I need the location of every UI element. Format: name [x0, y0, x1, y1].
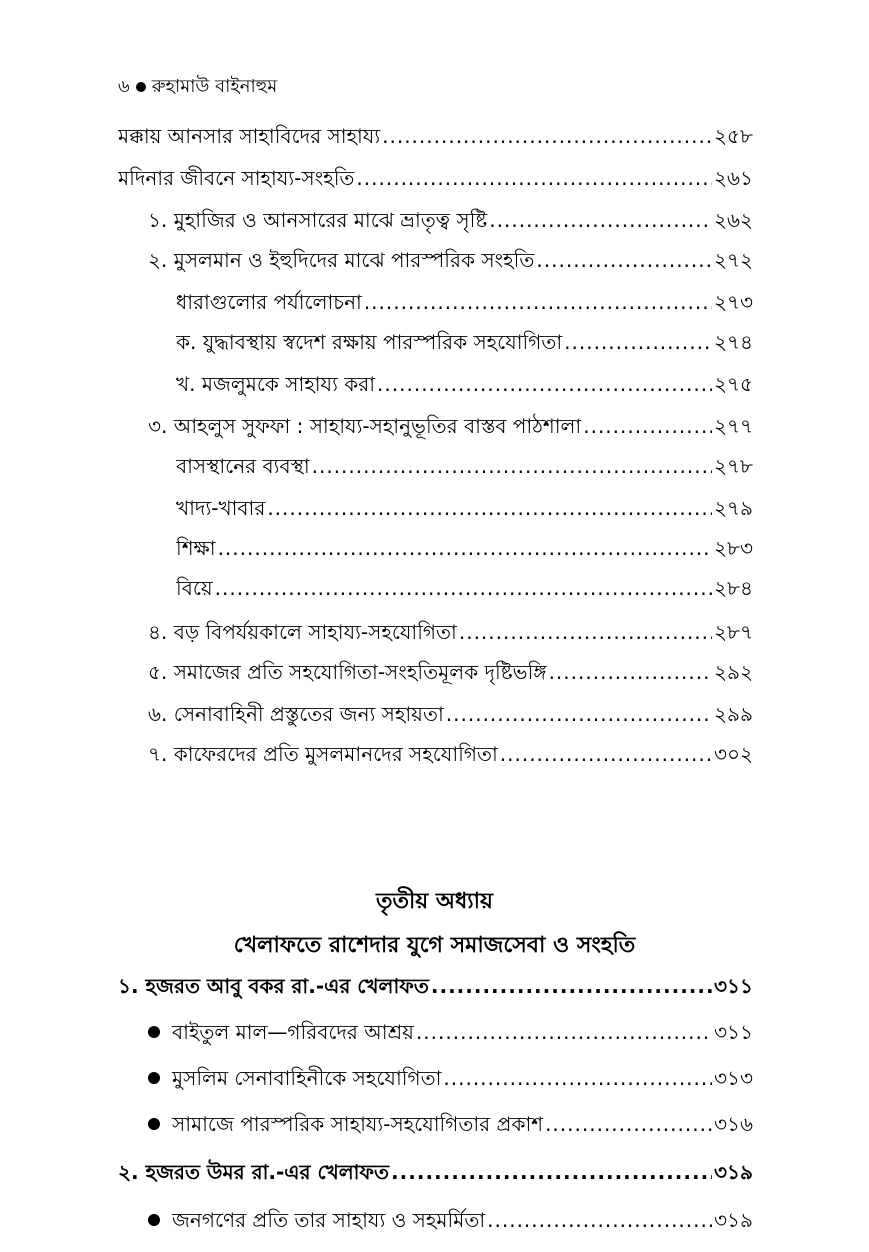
toc-entry-label: খ. মজলুমকে সাহায্য করা — [176, 372, 376, 396]
toc-entry-label: ধারাগুলোর পর্যালোচনা — [176, 290, 362, 314]
dot-leader — [459, 618, 712, 646]
toc-entry-label: ১. মুহাজির ও আনসারের মাঝে ভ্রাতৃত্ব সৃষ্টি — [148, 208, 488, 232]
toc-entry-page: ২৯২ — [714, 660, 753, 684]
toc-entry-label: ৭. কাফেরদের প্রতি মুসলমানদের সহযোগিতা — [148, 742, 498, 766]
dot-leader — [377, 370, 712, 398]
toc-entry-label: ৪. বড় বিপর্যয়কালে সাহায্য-সহযোগিতা — [148, 620, 457, 644]
toc-entry-label: ৩. আহলুস সুফফা : সাহায্য-সহানুভূতির বাস্তব পাঠশালা — [148, 414, 582, 438]
dot-leader — [500, 740, 712, 768]
dot-leader — [416, 1018, 712, 1046]
chapter-number-title: তৃতীয় অধ্যায় — [375, 889, 494, 914]
toc-entry-page: ৩১১ — [714, 1020, 753, 1044]
dot-leader — [364, 288, 712, 316]
toc-entry-label: ১. হজরত আবু বকর রা.-এর খেলাফত — [118, 974, 429, 998]
dot-leader — [218, 534, 712, 562]
dot-leader — [356, 164, 712, 192]
toc-entry-label: ৫. সমাজের প্রতি সহযোগিতা-সংহতিমূলক দৃষ্টিভঙ্গি — [148, 660, 547, 684]
toc-entry-page: ২৭৭ — [713, 414, 753, 438]
toc-entry[interactable] — [148, 206, 753, 234]
chapter-subtitle: খেলাফতে রাশেদার যুগে সমাজসেবা ও সংহতি — [233, 933, 636, 958]
bullet-icon — [148, 1118, 160, 1130]
dot-leader — [536, 246, 712, 274]
toc-entry-label: ২. হজরত উমর রা.-এর খেলাফত — [118, 1160, 390, 1184]
toc-entry-page: ২৯৯ — [714, 702, 753, 726]
toc-entry[interactable] — [148, 1206, 753, 1234]
toc-entry[interactable] — [118, 972, 753, 1000]
toc-entry-page: ২৭৮ — [714, 454, 753, 478]
bullet-icon — [148, 1026, 160, 1038]
toc-entry[interactable] — [148, 618, 753, 646]
toc-entry[interactable] — [118, 1158, 753, 1186]
dot-leader — [564, 328, 712, 356]
toc-entry-label: জনগণের প্রতি তার সাহায্য ও সহমর্মিতা — [172, 1208, 486, 1232]
toc-entry[interactable] — [148, 246, 753, 274]
dot-leader — [431, 972, 712, 1000]
dot-leader — [446, 700, 712, 728]
dot-leader — [583, 412, 712, 440]
toc-entry-label: বাসস্থানের ব্যবস্থা — [176, 454, 310, 478]
toc-entry-page: ২৮৭ — [714, 620, 753, 644]
book-title: রুহামাউ বাইনাহুম — [151, 76, 278, 97]
toc-entry-page: ৩১৯ — [714, 1160, 753, 1184]
toc-entry-page: ৩১১ — [714, 974, 753, 998]
toc-entry-page: ২৫৮ — [714, 124, 753, 148]
toc-entry-page: ২৬১ — [714, 166, 753, 190]
toc-entry-label: মদিনার জীবনে সাহায্য-সংহতি — [118, 166, 355, 190]
bullet-icon — [148, 1214, 160, 1226]
bullet-icon — [136, 82, 146, 92]
toc-entry-label: বাইতুল মাল—গরিবদের আশ্রয় — [172, 1020, 414, 1044]
toc-entry-page: ২৭৫ — [714, 372, 753, 396]
toc-entry[interactable] — [148, 412, 753, 440]
running-header — [118, 74, 277, 100]
toc-entry[interactable] — [176, 288, 753, 316]
toc-entry-page: ২৬২ — [713, 208, 753, 232]
toc-entry-label: মক্কায় আনসার সাহাবিদের সাহায্য — [118, 124, 381, 148]
toc-entry-label: সামাজে পারস্পরিক সাহায্য-সহযোগিতার প্রকাশ — [172, 1112, 544, 1136]
toc-entry-page: ২৮৪ — [714, 576, 753, 600]
dot-leader — [391, 1158, 712, 1186]
toc-entry[interactable] — [176, 370, 753, 398]
toc-entry-page: ২৭২ — [713, 248, 753, 272]
toc-entry-label: বিয়ে — [176, 576, 213, 600]
toc-entry[interactable] — [148, 1064, 753, 1092]
toc-entry-page: ৩১৩ — [714, 1066, 753, 1090]
toc-entry[interactable] — [148, 1018, 753, 1046]
dot-leader — [489, 206, 712, 234]
dot-leader — [215, 574, 712, 602]
toc-entry-label: শিক্ষা — [176, 536, 216, 560]
toc-entry[interactable] — [148, 700, 753, 728]
dot-leader — [549, 658, 712, 686]
toc-entry-page: ২৭৩ — [713, 290, 753, 314]
toc-entry-label: মুসলিম সেনাবাহিনীকে সহযোগিতা — [172, 1066, 442, 1090]
toc-entry-label: ক. যুদ্ধাবস্থায় স্বদেশ রক্ষায় পারস্পরিক সহযোগিতা — [176, 330, 563, 354]
toc-entry-page: ৩১৬ — [714, 1112, 753, 1136]
toc-entry-label: ২. মুসলমান ও ইহুদিদের মাঝে পারস্পরিক সংহতি — [148, 248, 535, 272]
toc-entry[interactable] — [176, 452, 753, 480]
toc-entry-label: ৬. সেনাবাহিনী প্রস্তুতের জন্য সহায়তা — [148, 702, 444, 726]
dot-leader — [382, 122, 712, 150]
toc-entry[interactable] — [176, 574, 753, 602]
dot-leader — [487, 1206, 712, 1234]
toc-entry-page: ২৭৯ — [714, 496, 753, 520]
toc-entry[interactable] — [148, 1110, 753, 1138]
toc-entry[interactable] — [176, 328, 753, 356]
toc-entry[interactable] — [118, 122, 753, 150]
page-number: ৬ — [118, 76, 130, 97]
toc-entry[interactable] — [148, 658, 753, 686]
toc-entry-page: ৩০২ — [713, 742, 753, 766]
dot-leader — [312, 452, 712, 480]
toc-entry-page: ২৭৪ — [714, 330, 753, 354]
dot-leader — [267, 494, 712, 522]
dot-leader — [443, 1064, 712, 1092]
toc-entry[interactable] — [118, 164, 753, 192]
toc-entry[interactable] — [176, 494, 753, 522]
toc-entry[interactable] — [176, 534, 753, 562]
toc-entry-page: ২৮৩ — [714, 536, 753, 560]
toc-entry-page: ৩১৯ — [714, 1208, 753, 1232]
dot-leader — [545, 1110, 712, 1138]
toc-entry-label: খাদ্য-খাবার — [176, 496, 266, 520]
toc-entry[interactable] — [148, 740, 753, 768]
bullet-icon — [148, 1072, 160, 1084]
